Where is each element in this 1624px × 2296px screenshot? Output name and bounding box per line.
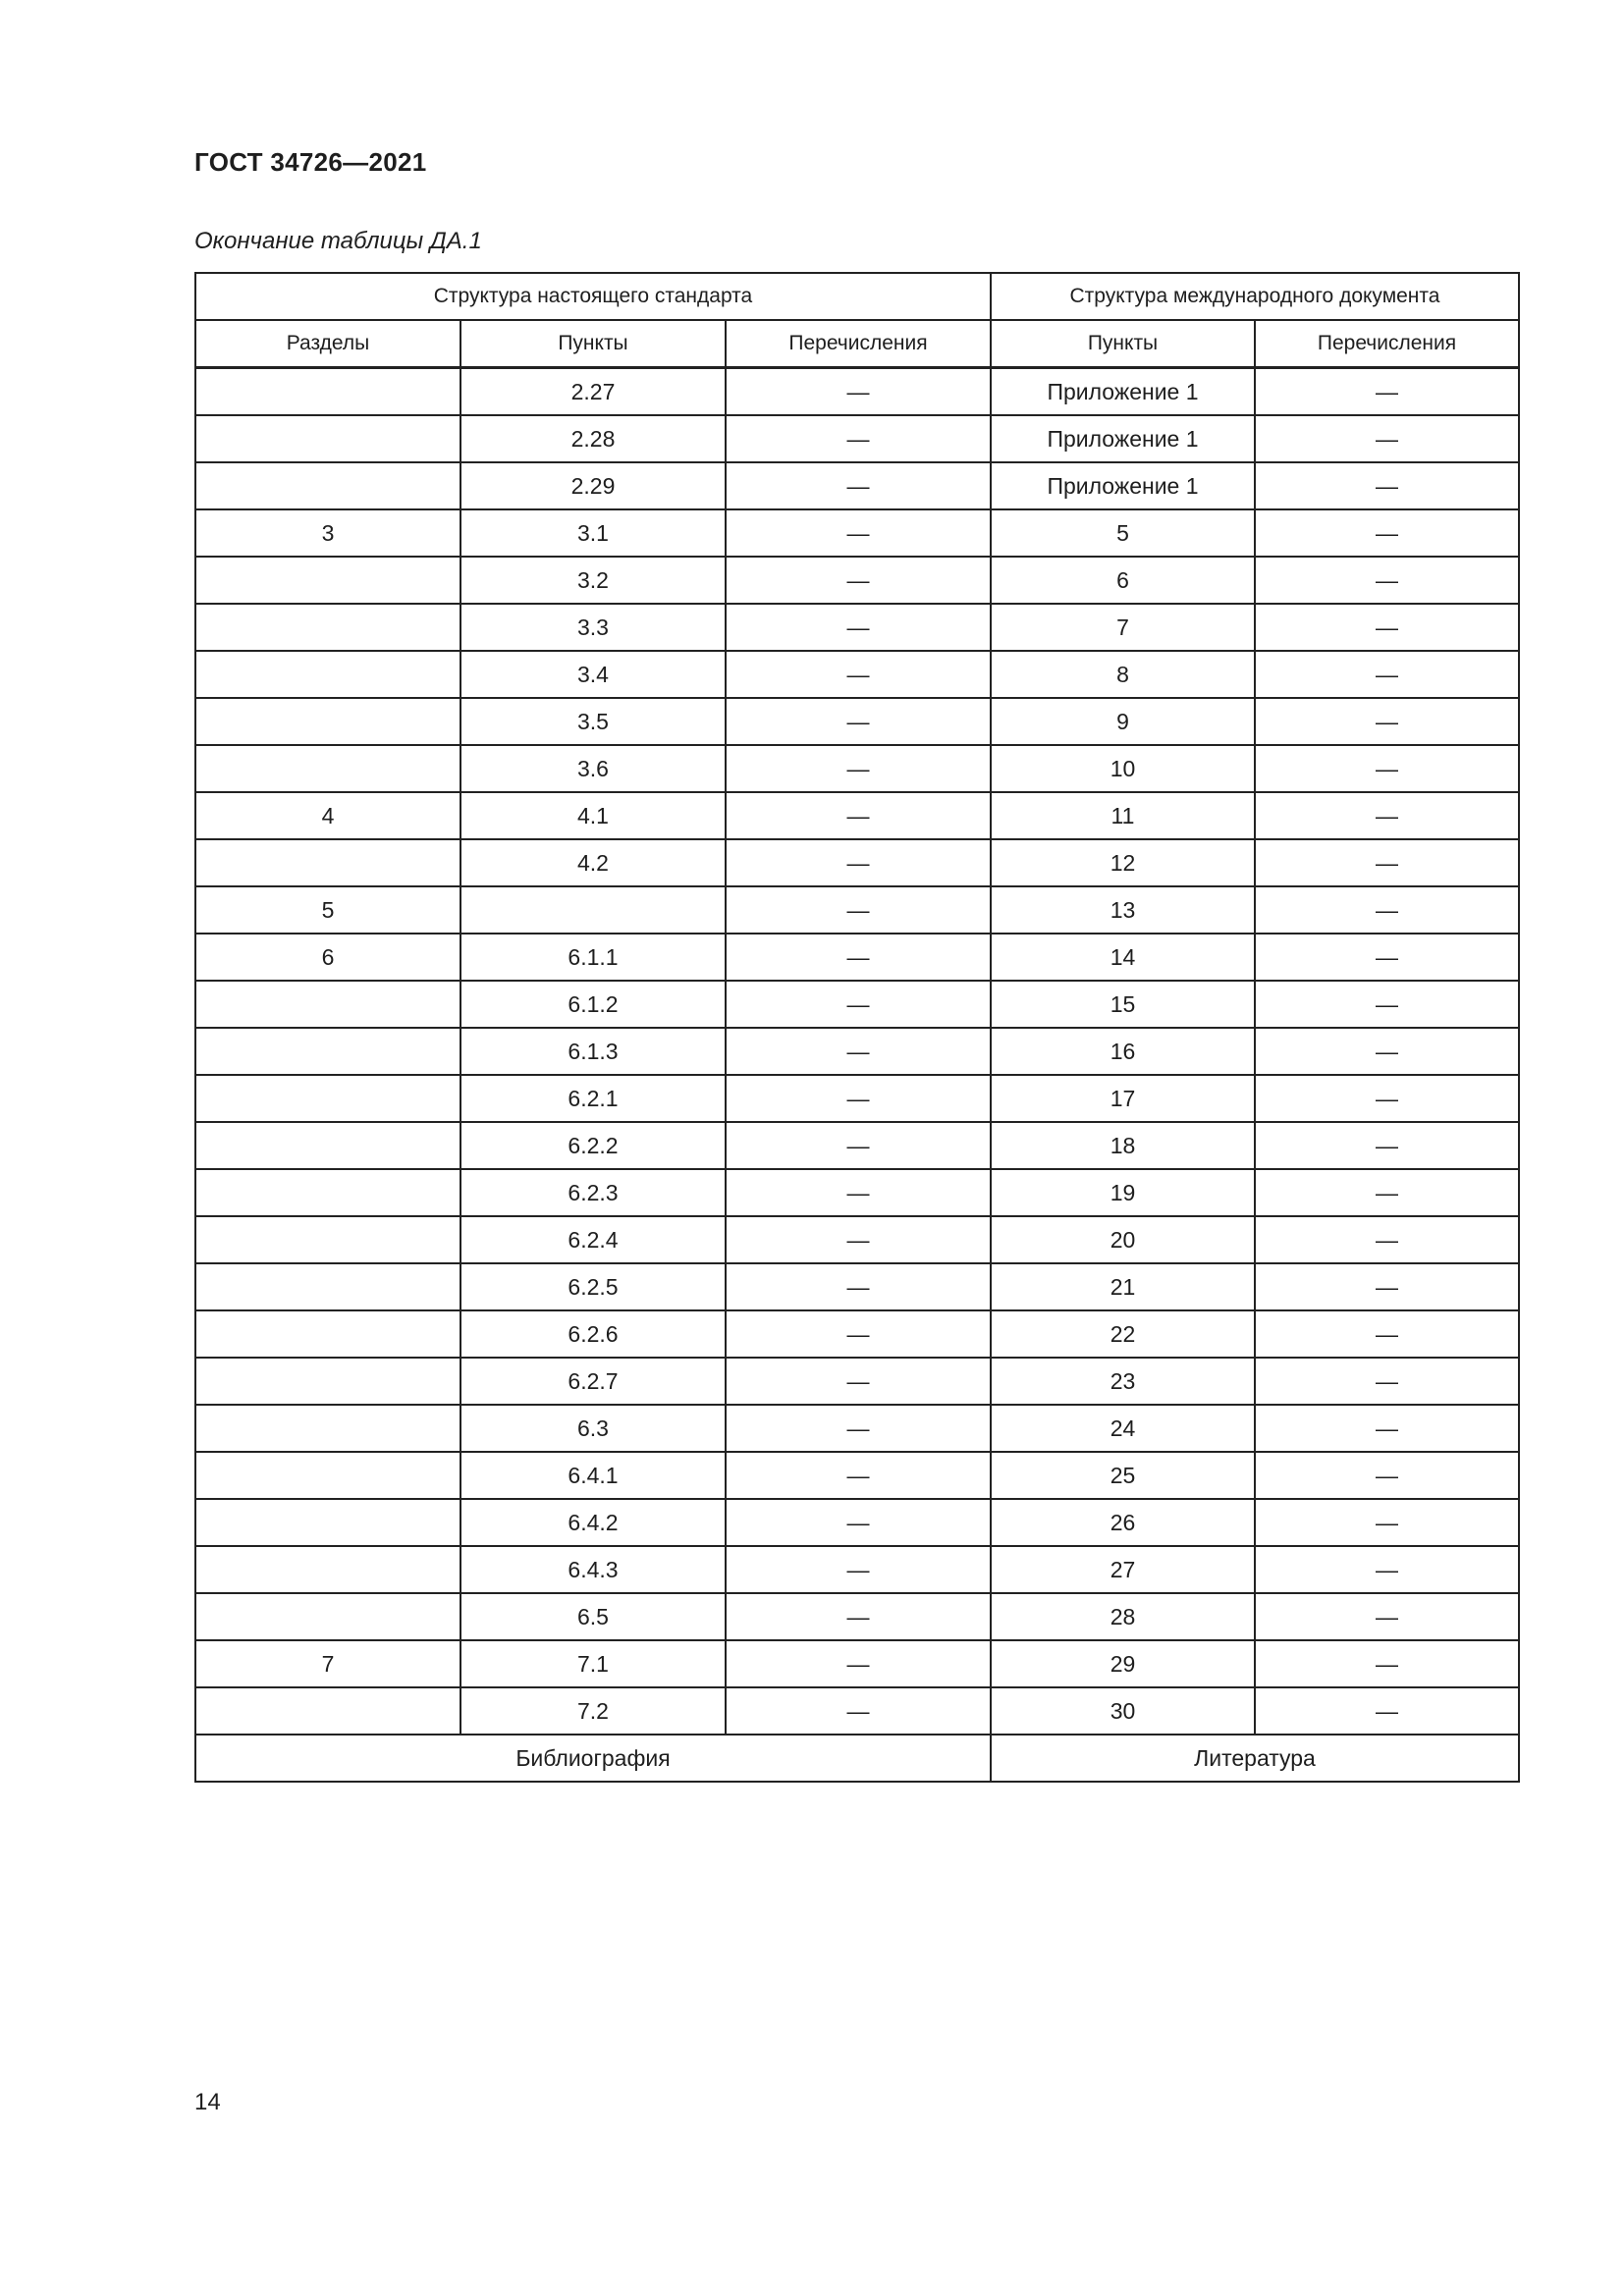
cell-std-item: 6.2.7 [460,1358,726,1405]
cell-std-list: — [726,981,991,1028]
cell-std-item: 6.2.1 [460,1075,726,1122]
cell-int-item: 17 [991,1075,1255,1122]
cell-section [195,368,460,416]
cell-std-list: — [726,1452,991,1499]
cell-int-item: 19 [991,1169,1255,1216]
cell-section [195,1593,460,1640]
column-header-int-items: Пункты [991,320,1255,368]
cell-int-list: — [1255,557,1519,604]
cell-int-list: — [1255,1216,1519,1263]
cell-std-list: — [726,792,991,839]
table-row [195,368,1519,416]
cell-std-item: 6.4.1 [460,1452,726,1499]
cell-int-item: 18 [991,1122,1255,1169]
cell-std-item: 6.1.1 [460,934,726,981]
table-row [195,1452,1519,1499]
cell-int-list: — [1255,1122,1519,1169]
table-row [195,509,1519,557]
table-footer-row [195,1735,1519,1782]
cell-int-item: 11 [991,792,1255,839]
table-row [195,1122,1519,1169]
cell-int-item: 20 [991,1216,1255,1263]
cell-std-list: — [726,886,991,934]
cell-std-item: 4.2 [460,839,726,886]
cell-std-item: 7.1 [460,1640,726,1687]
cell-section [195,415,460,462]
cell-int-list: — [1255,1075,1519,1122]
cell-section [195,651,460,698]
cell-std-list: — [726,745,991,792]
cell-std-item: 6.2.2 [460,1122,726,1169]
document-header: ГОСТ 34726—2021 [194,147,427,177]
cell-int-list: — [1255,1452,1519,1499]
table-caption: Окончание таблицы ДА.1 [194,228,482,254]
cell-std-list: — [726,934,991,981]
cell-std-list: — [726,462,991,509]
table-row [195,604,1519,651]
cell-int-item: Приложение 1 [991,368,1255,416]
cell-int-list: — [1255,1593,1519,1640]
table-body [195,273,1519,1782]
cell-section [195,839,460,886]
column-header-std-items: Пункты [460,320,726,368]
cell-std-list: — [726,1263,991,1310]
cell-section [195,1075,460,1122]
footer-international-literature: Литература [991,1735,1519,1782]
cell-std-list: — [726,839,991,886]
cell-int-item: 9 [991,698,1255,745]
cell-int-item: 23 [991,1358,1255,1405]
cell-section [195,1452,460,1499]
cell-int-item: 13 [991,886,1255,934]
cell-std-list: — [726,1593,991,1640]
cell-int-item: 25 [991,1452,1255,1499]
cell-std-list: — [726,604,991,651]
cell-int-list: — [1255,1263,1519,1310]
cell-int-list: — [1255,1028,1519,1075]
cell-int-list: — [1255,1405,1519,1452]
cell-std-list: — [726,698,991,745]
cell-int-list: — [1255,1687,1519,1735]
table-row [195,557,1519,604]
cell-section: 3 [195,509,460,557]
cell-int-item: 8 [991,651,1255,698]
cell-std-list: — [726,1169,991,1216]
cell-section [195,557,460,604]
cell-int-item: 27 [991,1546,1255,1593]
cell-section: 7 [195,1640,460,1687]
cell-std-item: 3.3 [460,604,726,651]
column-header-sections: Разделы [195,320,460,368]
cell-int-item: 24 [991,1405,1255,1452]
table-row [195,1358,1519,1405]
cell-int-list: — [1255,745,1519,792]
cell-std-item: 3.6 [460,745,726,792]
cell-section [195,981,460,1028]
cell-section [195,698,460,745]
table-row [195,1075,1519,1122]
cell-std-list: — [726,1358,991,1405]
cell-std-list: — [726,557,991,604]
cell-int-item: 6 [991,557,1255,604]
cell-int-list: — [1255,415,1519,462]
table-row [195,1405,1519,1452]
cell-std-list: — [726,651,991,698]
cell-std-list: — [726,1546,991,1593]
cell-std-list: — [726,368,991,416]
cell-int-item: Приложение 1 [991,462,1255,509]
cell-std-list: — [726,1499,991,1546]
page-number: 14 [194,2089,221,2115]
cell-std-list: — [726,1028,991,1075]
cell-int-list: — [1255,1358,1519,1405]
table-row [195,745,1519,792]
cell-int-item: 29 [991,1640,1255,1687]
cell-std-list: — [726,1216,991,1263]
cell-int-list: — [1255,651,1519,698]
cell-std-item: 6.2.3 [460,1169,726,1216]
cell-std-item: 2.27 [460,368,726,416]
table-row [195,886,1519,934]
cell-int-item: Приложение 1 [991,415,1255,462]
cell-int-item: 28 [991,1593,1255,1640]
cell-std-list: — [726,509,991,557]
cell-int-list: — [1255,792,1519,839]
table-row [195,981,1519,1028]
column-header-int-lists: Перечисления [1255,320,1519,368]
table-row [195,698,1519,745]
cell-std-item: 6.5 [460,1593,726,1640]
cell-section [195,462,460,509]
table-row [195,934,1519,981]
table-row [195,1593,1519,1640]
table-row [195,839,1519,886]
cell-int-item: 22 [991,1310,1255,1358]
cell-int-list: — [1255,698,1519,745]
cell-std-list: — [726,1405,991,1452]
cell-int-item: 30 [991,1687,1255,1735]
cell-int-list: — [1255,1546,1519,1593]
cell-std-item: 6.4.3 [460,1546,726,1593]
cell-std-list: — [726,415,991,462]
cell-std-item: 6.2.6 [460,1310,726,1358]
cell-section [195,745,460,792]
cell-section [195,1216,460,1263]
cell-std-item: 3.4 [460,651,726,698]
cell-int-list: — [1255,1640,1519,1687]
cell-section: 6 [195,934,460,981]
cell-int-item: 26 [991,1499,1255,1546]
cell-int-list: — [1255,604,1519,651]
correspondence-table [194,272,1520,1783]
table-row [195,1216,1519,1263]
cell-int-list: — [1255,1499,1519,1546]
cell-std-item: 6.2.4 [460,1216,726,1263]
cell-std-list: — [726,1122,991,1169]
table-row [195,1546,1519,1593]
cell-int-list: — [1255,1310,1519,1358]
group-header-international: Структура международного документа [991,273,1519,320]
table-row [195,1028,1519,1075]
cell-std-item: 6.1.2 [460,981,726,1028]
cell-int-item: 16 [991,1028,1255,1075]
table-row [195,1310,1519,1358]
cell-int-item: 10 [991,745,1255,792]
cell-std-item: 3.2 [460,557,726,604]
cell-section [195,1358,460,1405]
table-row [195,651,1519,698]
cell-int-item: 15 [991,981,1255,1028]
table-row [195,1640,1519,1687]
table-row [195,415,1519,462]
cell-int-item: 7 [991,604,1255,651]
cell-std-item: 2.29 [460,462,726,509]
cell-int-list: — [1255,1169,1519,1216]
footer-standard-bibliography: Библиография [195,1735,991,1782]
cell-section [195,1405,460,1452]
group-header-standard: Структура настоящего стандарта [195,273,991,320]
cell-std-list: — [726,1310,991,1358]
cell-section [195,1687,460,1735]
cell-section [195,1546,460,1593]
cell-int-item: 5 [991,509,1255,557]
cell-section [195,1263,460,1310]
cell-std-list: — [726,1640,991,1687]
cell-section [195,1169,460,1216]
column-header-row [195,320,1519,368]
column-header-std-lists: Перечисления [726,320,991,368]
cell-int-list: — [1255,368,1519,416]
cell-int-list: — [1255,462,1519,509]
table-row [195,1499,1519,1546]
cell-std-item [460,886,726,934]
table-row [195,1263,1519,1310]
cell-std-item: 3.5 [460,698,726,745]
cell-section [195,604,460,651]
cell-std-item: 7.2 [460,1687,726,1735]
cell-std-item: 3.1 [460,509,726,557]
cell-int-item: 14 [991,934,1255,981]
cell-int-list: — [1255,839,1519,886]
cell-std-item: 6.2.5 [460,1263,726,1310]
cell-section: 5 [195,886,460,934]
table-row [195,1169,1519,1216]
cell-section: 4 [195,792,460,839]
group-header-row [195,273,1519,320]
cell-int-list: — [1255,981,1519,1028]
cell-int-list: — [1255,886,1519,934]
cell-int-item: 21 [991,1263,1255,1310]
cell-section [195,1499,460,1546]
cell-std-item: 2.28 [460,415,726,462]
table-row [195,462,1519,509]
cell-section [195,1028,460,1075]
cell-std-list: — [726,1687,991,1735]
cell-int-list: — [1255,934,1519,981]
table-row [195,792,1519,839]
cell-section [195,1310,460,1358]
cell-std-list: — [726,1075,991,1122]
cell-section [195,1122,460,1169]
cell-std-item: 6.3 [460,1405,726,1452]
cell-std-item: 4.1 [460,792,726,839]
cell-std-item: 6.4.2 [460,1499,726,1546]
cell-int-list: — [1255,509,1519,557]
cell-std-item: 6.1.3 [460,1028,726,1075]
cell-int-item: 12 [991,839,1255,886]
table-row [195,1687,1519,1735]
